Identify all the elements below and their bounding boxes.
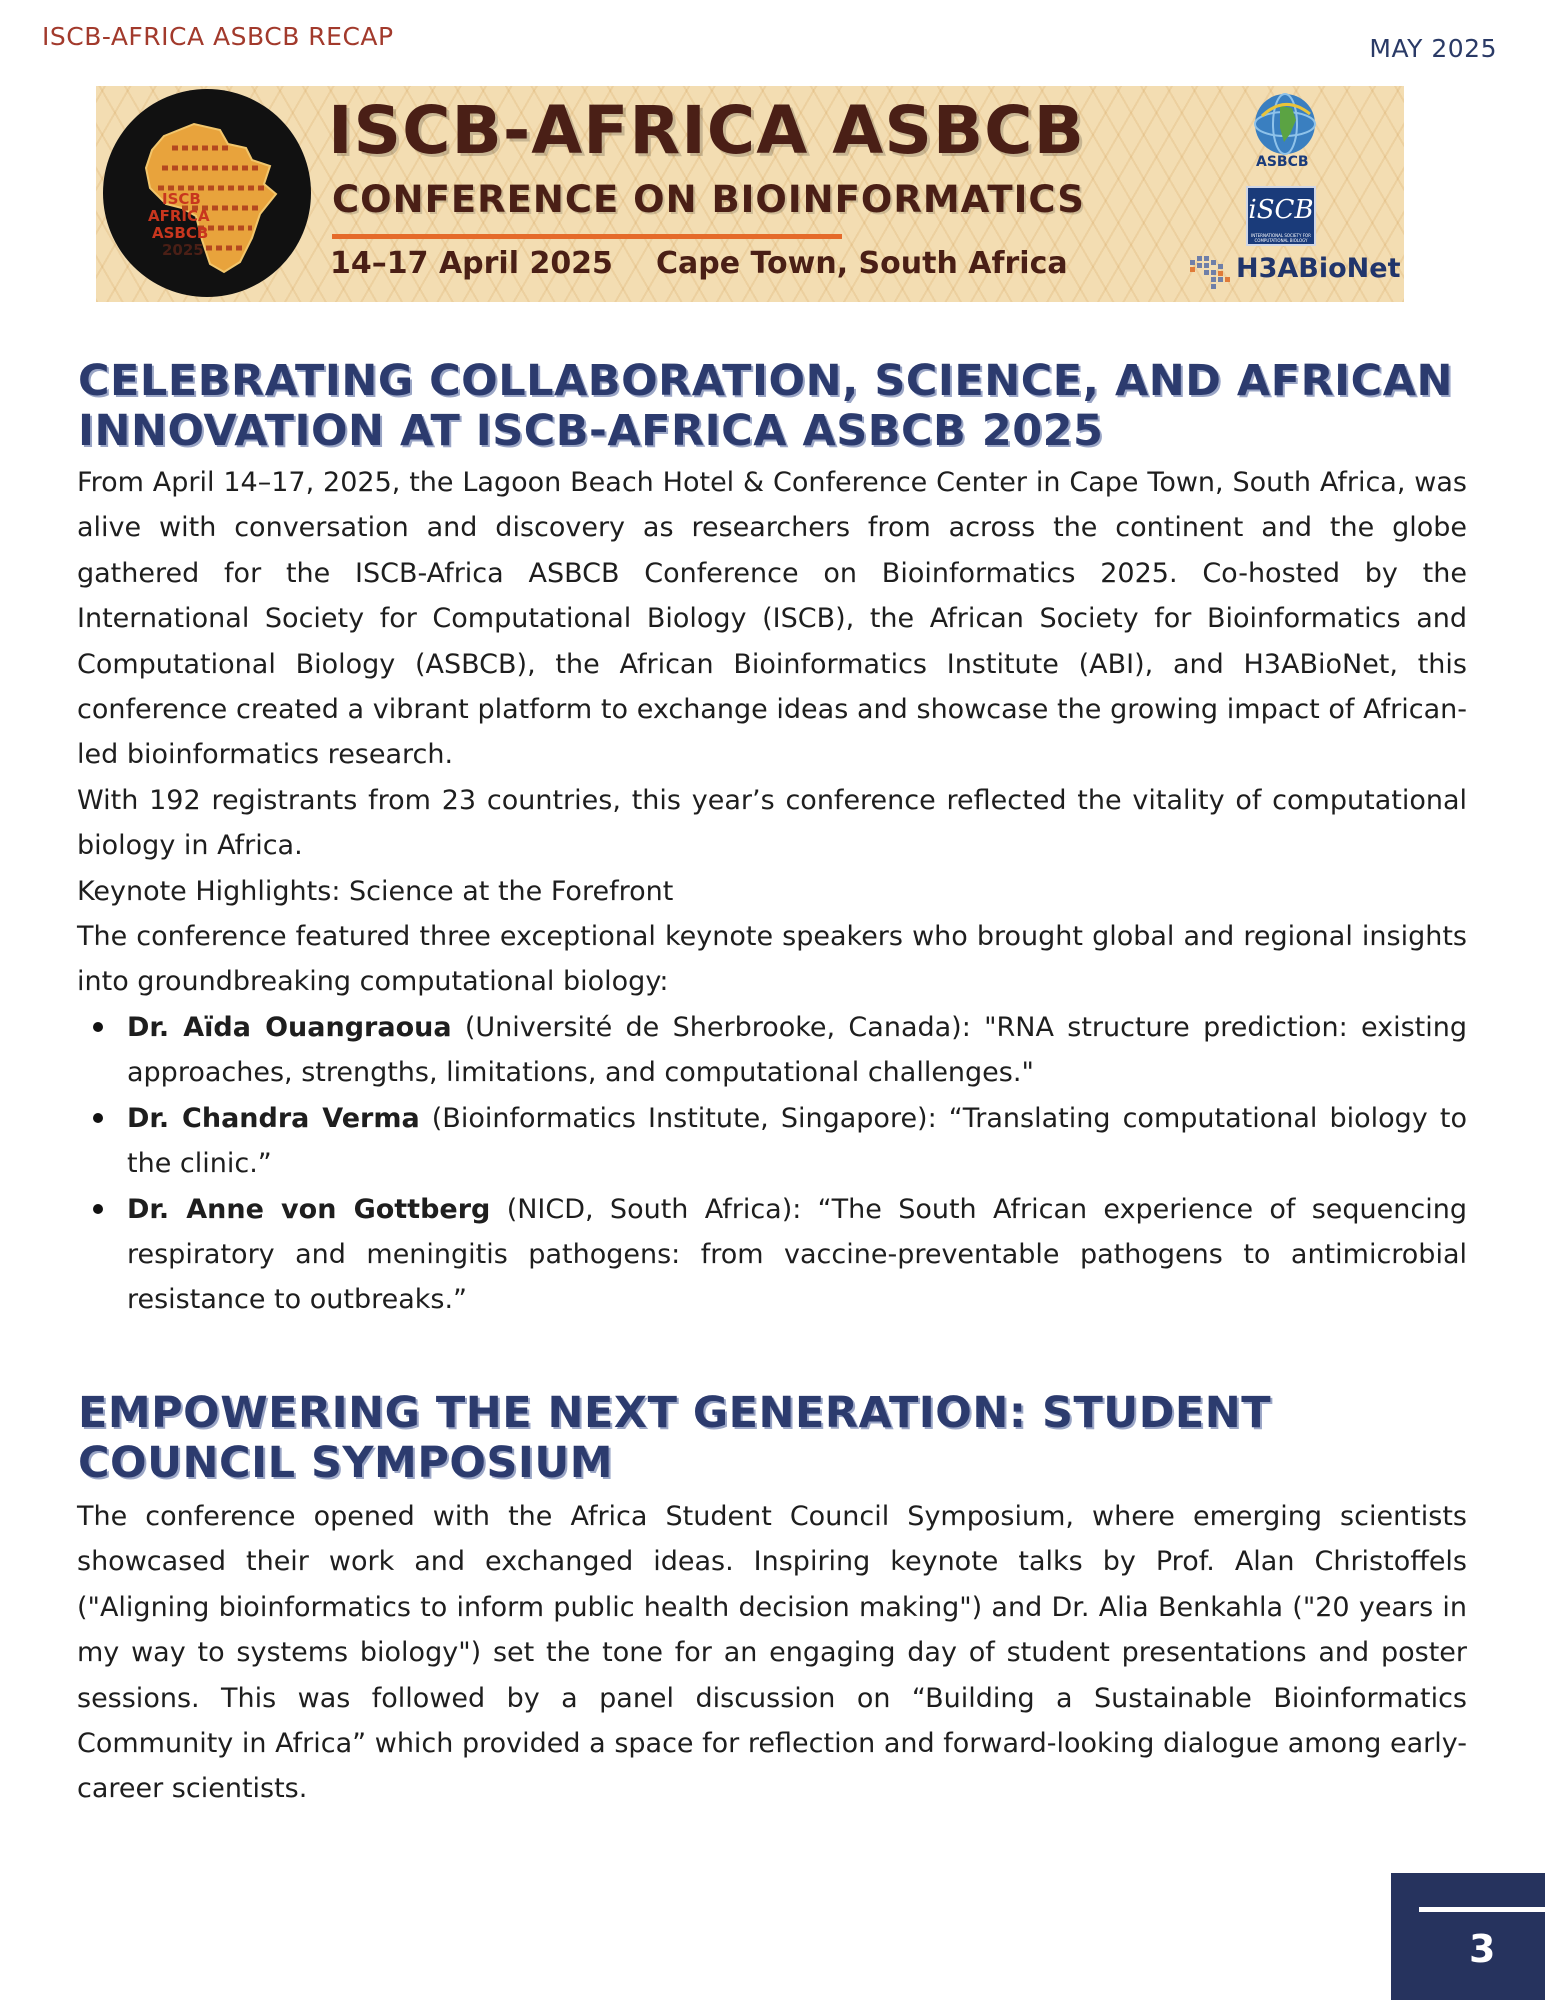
keynote-item	[127, 1096, 1467, 1187]
iscb-logo-text: iSCB	[1248, 195, 1314, 225]
issue-date: MAY 2025	[1369, 34, 1497, 63]
article-body-section1	[77, 460, 1467, 1323]
banner-subtitle: CONFERENCE ON BIOINFORMATICS	[332, 178, 1085, 221]
logo-line: ISCB	[162, 190, 201, 208]
keynote-detail: (Bioinformatics Institute, Singapore): “Translating computational biology to the clinic.”	[127, 1102, 1467, 1180]
page-number: 3	[1469, 1927, 1496, 1971]
page-number-tab	[1391, 1873, 1545, 2000]
keynote-detail: (NICD, South Africa): “The South African experience of sequencing respiratory and meningitis pathogens: from vaccine-preventable pathogens to antimicrobial resistance to outbreaks.”	[127, 1193, 1467, 1316]
registrants-paragraph: With 192 registrants from 23 countries, this year’s conference reflected the vitality of computational biology in Africa.	[77, 784, 1467, 862]
symposium-paragraph: The conference opened with the Africa Student Council Symposium, where emerging scientists showcased their work and exchanged ideas. Inspiring keynote talks by Prof. Alan Christoffels ("Aligning bioinformatics to inform public health decision making") and Dr. Alia Benkahla ("20 years in my way to systems biology") set the tone for an engaging day of student presentations and poster sessions. This was followed by a panel discussion on “Building a Sustainable Bioinformatics Community in Africa” which provided a space for reflection and forward-looking dialogue among early-career scientists.	[77, 1501, 1467, 1805]
banner-accent-rule	[332, 234, 842, 239]
logo-line: 2025	[162, 241, 204, 259]
speaker-name: Dr. Chandra Verma	[127, 1102, 420, 1134]
conference-banner	[96, 86, 1404, 302]
keynote-subheading: Keynote Highlights: Science at the Forefront	[77, 875, 674, 907]
speaker-name: Dr. Aïda Ouangraoua	[127, 1011, 452, 1043]
banner-title: ISCB-AFRICA ASBCB	[328, 92, 1085, 169]
keynote-item	[127, 1187, 1467, 1323]
keynote-detail: (Université de Sherbrooke, Canada): "RNA structure prediction: existing approaches, strengths, limitations, and computational challenges."	[127, 1011, 1467, 1089]
section-heading-student-council: EMPOWERING THE NEXT GENERATION: STUDENT COUNCIL SYMPOSIUM	[78, 1388, 1272, 1488]
keynote-intro-paragraph: The conference featured three exceptional keynote speakers who brought global and regional insights into groundbreaking computational biology:	[77, 921, 1467, 998]
logo-line: ASBCB	[152, 224, 209, 242]
article-body-section2	[77, 1494, 1467, 1812]
logo-line: AFRICA	[148, 207, 210, 225]
iscb-tagline: INTERNATIONAL SOCIETY FOR COMPUTATIONAL BIOLOGY	[1251, 233, 1311, 243]
banner-dates: 14–17 April 2025	[330, 246, 613, 281]
conference-logo	[102, 88, 312, 298]
section-heading-celebrating: CELEBRATING COLLABORATION, SCIENCE, AND AFRICAN INNOVATION AT ISCB-AFRICA ASBCB 2025	[78, 356, 1453, 456]
iscb-logo	[1246, 186, 1316, 246]
banner-location: Cape Town, South Africa	[656, 246, 1068, 281]
intro-paragraph: From April 14–17, 2025, the Lagoon Beach Hotel & Conference Center in Cape Town, South Africa, was alive with conversation and discovery as researchers from across the continent and the globe gathered for the ISCB-Africa ASBCB Conference on Bioinformatics 2025. Co-hosted by the International Society for Computational Biology (ISCB), the African Society for Bioinformatics and Computational Biology (ASBCB), the African Bioinformatics Institute (ABI), and H3ABioNet, this conference created a vibrant platform to exchange ideas and showcase the growing impact of African-led bioinformatics research.	[77, 467, 1467, 771]
h3abionet-label: H3ABioNet	[1236, 253, 1401, 284]
page-corner-rule	[1419, 1907, 1545, 1912]
running-header: ISCB-AFRICA ASBCB RECAP	[42, 22, 394, 51]
keynote-list	[77, 1005, 1467, 1323]
speaker-name: Dr. Anne von Gottberg	[127, 1193, 491, 1225]
keynote-item	[127, 1005, 1467, 1096]
asbcb-label: ASBCB	[1256, 154, 1309, 170]
